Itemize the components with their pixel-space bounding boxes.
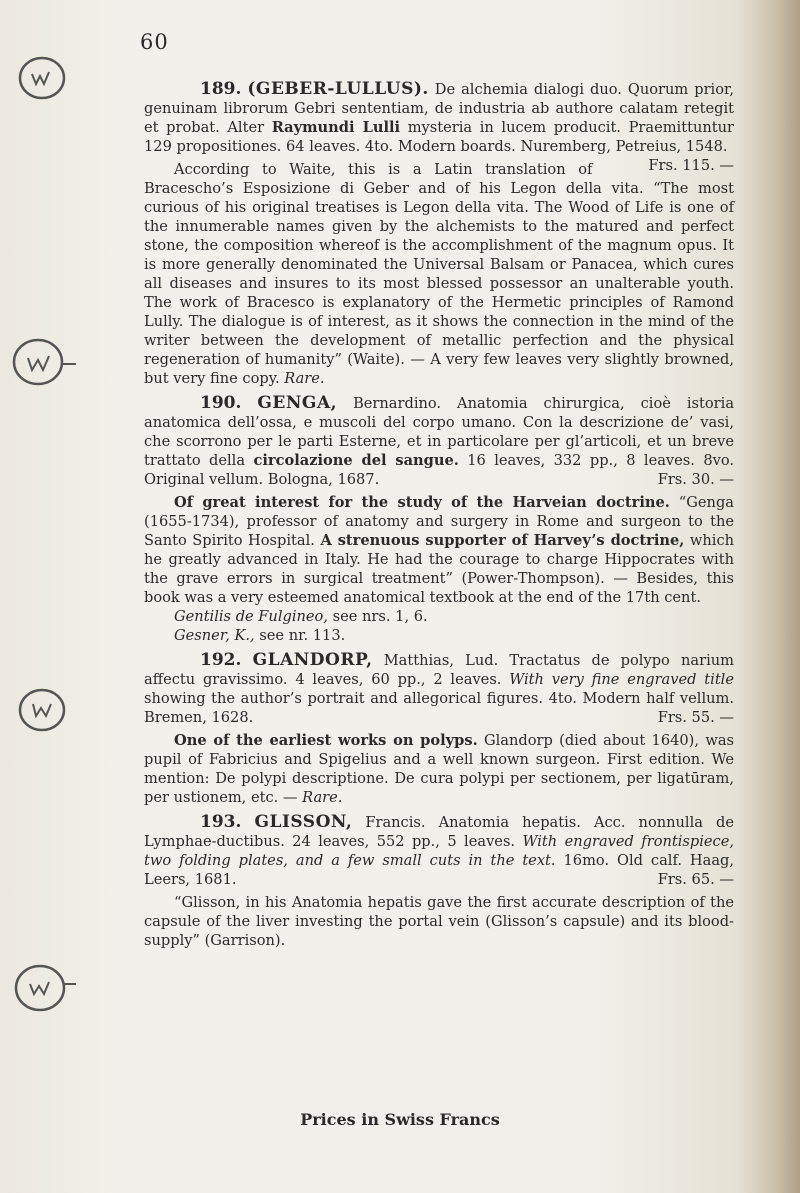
note: According to Waite, this is a Latin translation of Bracescho’s Esposizione di Geber and of his Legon della vita. “The most curious of his original treatises is Legon della vita. The Wood of Life is one of the innumerable names given by the alchemists to the matured and perfect stone, the composition whereof is the accomplishment of the magnum opus. It is more generally denominated the Universal Balsam or Panacea, which cures all diseases and insures to its most blessed possessor an unalterable youth. The work of Bracesco is explanatory of the Hermetic principles of Ramond Lully. The dialogue is of interest, as it shows the connection in the mind of the writer between the development of metallic perfection and the physical regeneration of humanity” (Waite). — A very few leaves very slightly browned, but very fine copy. bbox=[144, 161, 734, 387]
cross-reference: see nrs. 1, 6. bbox=[332, 608, 428, 625]
title: De alchemia dialogi duo. Quorum prior, genuinam librorum Gebri sententiam, de industria ab authore calatam retegit et probat. Alter bbox=[144, 81, 735, 136]
title-rest: 16 leaves, 332 pp., 8 leaves. 8vo. Original vellum. Bologna, 1687. bbox=[144, 452, 735, 488]
note: Glandorp (died about 1640), was pupil of Fabricius and Spigelius and a well known surgeon. First edition. We mention: De polypi descriptione. De cura polypi per sectionem, per ligatūram, per ustionem, etc. — bbox=[144, 732, 735, 806]
author: GLANDORP, bbox=[252, 650, 373, 670]
catalogue-entry bbox=[144, 394, 734, 645]
price: Frs. 55. — bbox=[657, 709, 734, 726]
note-emphasis: One of the earliest works on polyps. bbox=[174, 732, 478, 749]
cross-reference-name: Gesner, K., bbox=[174, 627, 255, 644]
author: GLISSON, bbox=[254, 812, 353, 832]
note-tail: Rare. bbox=[302, 789, 343, 806]
circle-mark-icon bbox=[2, 960, 76, 1018]
circle-mark-icon bbox=[2, 334, 76, 392]
title-rest: mysteria in lucem producit. Praemittuntur 129 propositiones. 64 leaves. 4to. Modern boards. Nuremberg, Petreius, 1548. bbox=[144, 119, 734, 155]
note: “Glisson, in his Anatomia hepatis gave the first accurate description of the capsule of the liver investing the portal vein (Glisson’s capsule) and its blood-supply” (Garrison). bbox=[144, 894, 734, 949]
lot-number: 192. bbox=[200, 650, 242, 670]
circle-mark-icon bbox=[2, 682, 76, 740]
title-italic: With very fine engraved title bbox=[509, 671, 734, 688]
note-rest: which he greatly advanced in Italy. He had the courage to charge Hippocrates with the grave errors in surgical treatment” (Power-Thompson). — Besides, this book was a very esteemed anatomical textbook at the end of the 17th cent. bbox=[144, 532, 735, 606]
title-emphasis: Raymundi Lulli bbox=[271, 119, 401, 136]
lot-number: 190. bbox=[200, 393, 242, 413]
catalogue-entry bbox=[144, 813, 734, 950]
catalogue-entry bbox=[144, 651, 734, 807]
title-emphasis: circolazione del sangue. bbox=[253, 452, 459, 469]
circle-mark-icon bbox=[2, 50, 76, 108]
lot-number: 189. bbox=[200, 79, 242, 99]
title-rest: 16mo. Old calf. Haag, Leers, 1681. bbox=[144, 852, 735, 888]
price: Frs. 65. — bbox=[657, 871, 734, 888]
title: Francis. Anatomia hepatis. Acc. nonnulla de Lymphae-ductibus. 24 leaves, 552 pp., 5 leaves. bbox=[144, 814, 735, 850]
cross-reference: see nr. 113. bbox=[259, 627, 346, 644]
catalogue-entries bbox=[144, 80, 734, 956]
price: Frs. 115. — bbox=[648, 157, 734, 174]
author: (GEBER-LULLUS). bbox=[247, 79, 429, 99]
note: “Genga (1655-1734), professor of anatomy and surgery in Rome and surgeon to the Santo Spirito Hospital. bbox=[144, 494, 734, 549]
page-edge-shadow bbox=[740, 0, 800, 1193]
title-italic: With engraved frontispiece, two folding plates, and a few small cuts in the text. bbox=[144, 833, 734, 869]
price: Frs. 30. — bbox=[657, 471, 734, 488]
title: Bernardino. Anatomia chirurgica, cioè istoria anatomica dell’ossa, e muscoli del corpo umano. Con la descrizione de’ vasi, che scorrono per le parti Esterne, et in particolare per gl’articoli, et un breve trattato della bbox=[144, 395, 735, 469]
catalogue-entry bbox=[144, 80, 734, 388]
note-emphasis-2: A strenuous supporter of Harvey’s doctrine, bbox=[320, 532, 685, 549]
title: Matthias, Lud. Tractatus de polypo narium affectu gravissimo. 4 leaves, 60 pp., 2 leaves. bbox=[144, 652, 735, 688]
note-tail: Rare. bbox=[284, 370, 325, 387]
author: GENGA, bbox=[257, 393, 338, 413]
page-number: 60 bbox=[140, 30, 169, 54]
cross-reference-name: Gentilis de Fulgineo, bbox=[174, 608, 328, 625]
footer-note: Prices in Swiss Francs bbox=[300, 1110, 500, 1129]
note-emphasis: Of great interest for the study of the Harveian doctrine. bbox=[174, 494, 670, 511]
lot-number: 193. bbox=[200, 812, 242, 832]
title-rest: showing the author’s portrait and allegorical figures. 4to. Modern half vellum. Bremen, 1628. bbox=[144, 690, 734, 726]
